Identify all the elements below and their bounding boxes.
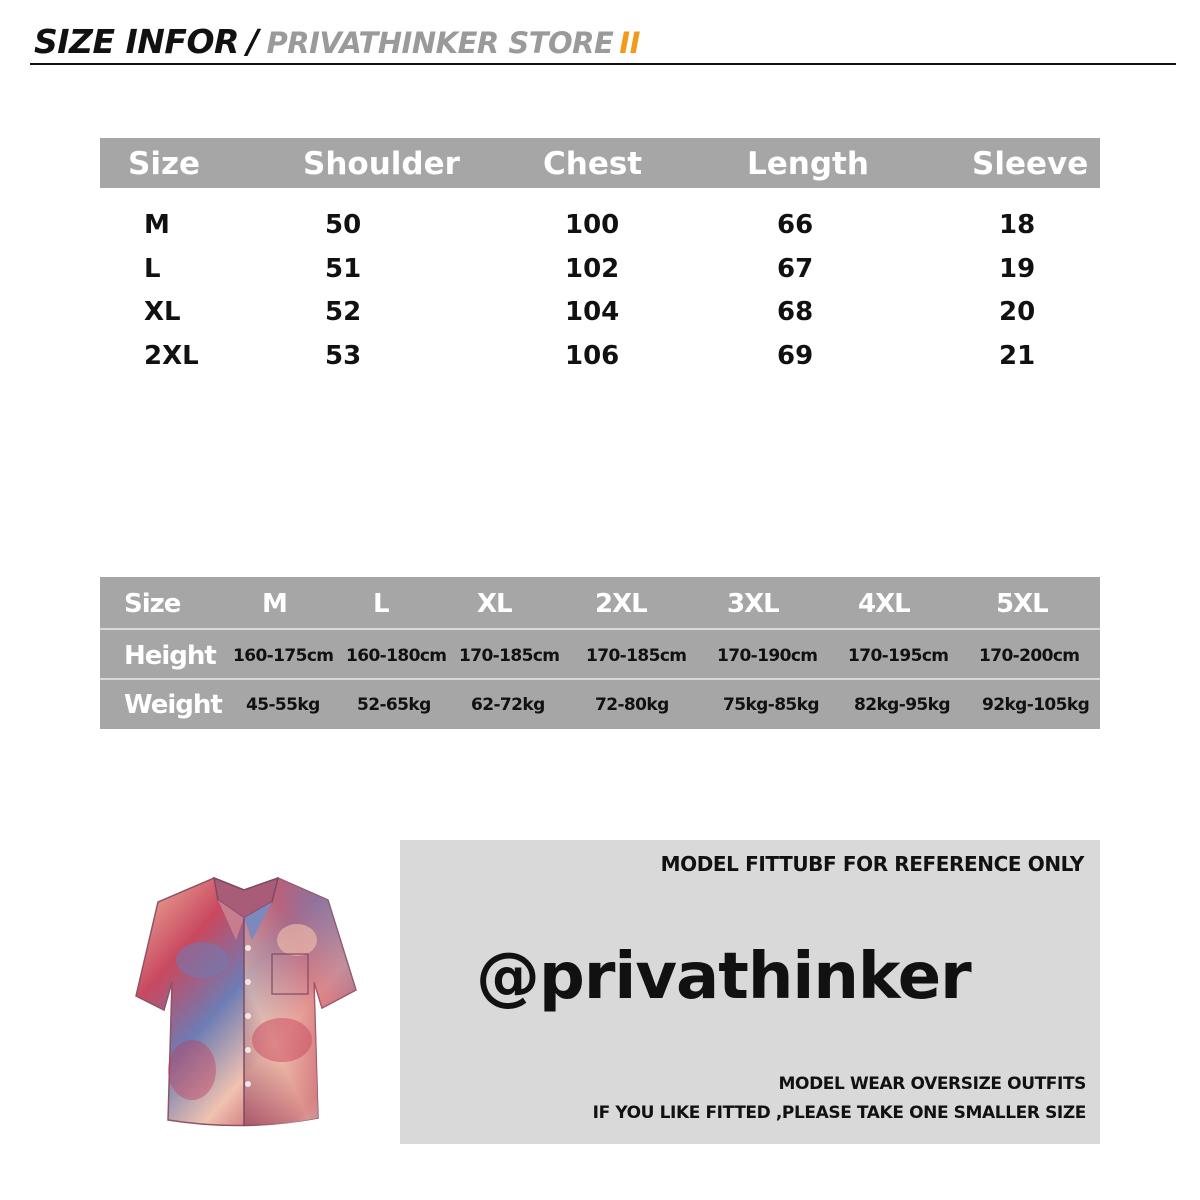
page-header bbox=[34, 22, 640, 61]
weight-cell: 62-72kg bbox=[471, 695, 545, 715]
height-cell: 170-195cm bbox=[848, 646, 949, 666]
size-cell: M bbox=[144, 210, 170, 240]
column-header-sleeve: Sleeve bbox=[972, 146, 1089, 182]
row-label-size: Size bbox=[124, 589, 181, 619]
store-handle: @privathinker bbox=[476, 940, 971, 1014]
sleeve-cell: 18 bbox=[999, 210, 1036, 240]
header-divider bbox=[30, 63, 1176, 65]
shoulder-cell: 52 bbox=[325, 297, 362, 327]
weight-cell: 75kg-85kg bbox=[723, 695, 819, 715]
weight-cell: 92kg-105kg bbox=[982, 695, 1090, 715]
chest-cell: 106 bbox=[565, 341, 620, 371]
fit-weight-row bbox=[100, 678, 1100, 731]
column-header-chest: Chest bbox=[543, 146, 643, 182]
accent-mark: II bbox=[619, 26, 640, 60]
sleeve-cell: 21 bbox=[999, 341, 1036, 371]
row-label-weight: Weight bbox=[124, 690, 222, 720]
height-cell: 170-190cm bbox=[717, 646, 818, 666]
size-cell: L bbox=[144, 254, 161, 284]
chest-cell: 100 bbox=[565, 210, 620, 240]
shoulder-cell: 50 bbox=[325, 210, 362, 240]
table-row bbox=[100, 290, 1100, 334]
height-cell: 170-185cm bbox=[586, 646, 687, 666]
weight-cell: 52-65kg bbox=[357, 695, 431, 715]
sleeve-cell: 19 bbox=[999, 254, 1036, 284]
product-image bbox=[132, 870, 362, 1132]
page-title: SIZE INFOR bbox=[34, 22, 239, 61]
store-name: PRIVATHINKER STORE bbox=[266, 26, 614, 60]
fit-guide-table bbox=[100, 577, 1100, 729]
size-header: XL bbox=[477, 589, 512, 619]
weight-cell: 45-55kg bbox=[246, 695, 320, 715]
fit-height-row bbox=[100, 628, 1100, 679]
tie-dye-shirt-icon bbox=[132, 870, 362, 1132]
measurement-table-header bbox=[100, 138, 1100, 188]
size-header: 2XL bbox=[595, 589, 647, 619]
size-header: M bbox=[262, 589, 287, 619]
column-header-shoulder: Shoulder bbox=[303, 146, 460, 182]
length-cell: 67 bbox=[777, 254, 814, 284]
fitted-size-note: IF YOU LIKE FITTED ,PLEASE TAKE ONE SMALLER SIZE bbox=[592, 1103, 1086, 1123]
column-header-length: Length bbox=[747, 146, 869, 182]
size-header: L bbox=[373, 589, 389, 619]
column-header-size: Size bbox=[128, 146, 201, 182]
size-header: 4XL bbox=[858, 589, 910, 619]
weight-cell: 72-80kg bbox=[595, 695, 669, 715]
length-cell: 66 bbox=[777, 210, 814, 240]
height-cell: 170-200cm bbox=[979, 646, 1080, 666]
row-label-height: Height bbox=[124, 641, 216, 671]
height-cell: 170-185cm bbox=[459, 646, 560, 666]
sleeve-cell: 20 bbox=[999, 297, 1036, 327]
table-row bbox=[100, 334, 1100, 378]
reference-note: MODEL FITTUBF FOR REFERENCE ONLY bbox=[660, 852, 1084, 876]
table-row bbox=[100, 247, 1100, 291]
chest-cell: 104 bbox=[565, 297, 620, 327]
weight-cell: 82kg-95kg bbox=[854, 695, 950, 715]
size-cell: XL bbox=[144, 297, 181, 327]
shoulder-cell: 53 bbox=[325, 341, 362, 371]
length-cell: 68 bbox=[777, 297, 814, 327]
height-cell: 160-180cm bbox=[346, 646, 447, 666]
title-separator: / bbox=[246, 22, 259, 61]
height-cell: 160-175cm bbox=[233, 646, 334, 666]
size-header: 3XL bbox=[727, 589, 779, 619]
fit-size-row bbox=[100, 577, 1100, 627]
length-cell: 69 bbox=[777, 341, 814, 371]
oversize-note: MODEL WEAR OVERSIZE OUTFITS bbox=[778, 1074, 1086, 1094]
chest-cell: 102 bbox=[565, 254, 620, 284]
table-row bbox=[100, 203, 1100, 247]
shoulder-cell: 51 bbox=[325, 254, 362, 284]
size-header: 5XL bbox=[996, 589, 1048, 619]
size-cell: 2XL bbox=[144, 341, 199, 371]
model-info-panel bbox=[400, 840, 1100, 1144]
